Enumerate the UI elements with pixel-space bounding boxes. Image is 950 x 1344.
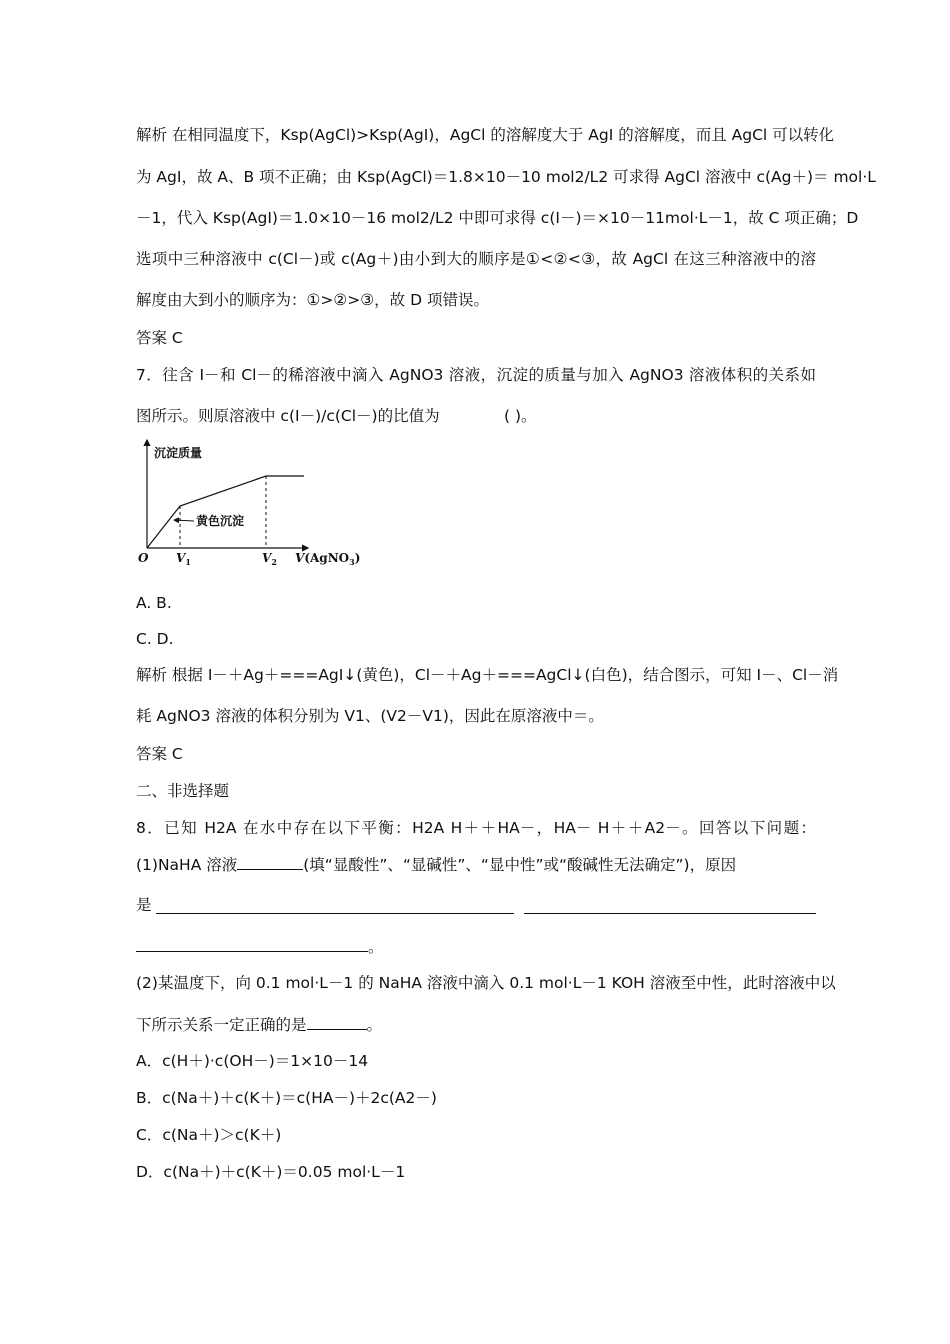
reason-end: 。 — [368, 938, 384, 956]
part-2-answer-blank[interactable] — [307, 1013, 367, 1030]
option-8-a: A．c(H＋)·c(OH－)＝1×10－14 — [136, 1052, 369, 1070]
part-1-suffix: (填“显酸性”、“显碱性”、“显中性”或“酸碱性无法确定”)，原因 — [303, 856, 737, 874]
question-8-part-1-line-3 — [136, 935, 816, 958]
reason-blank-3[interactable] — [136, 935, 368, 952]
analysis-paragraph-line-4: 选项中三种溶液中 c(Cl－)或 c(Ag＋)由小到大的顺序是①<②<③，故 AgCl 在这三种溶液中的溶 — [136, 250, 816, 268]
v1-letter: V — [176, 551, 186, 565]
analysis-paragraph-line-3: －1，代入 Ksp(AgI)＝1.0×10－16 mol2/L2 中即可求得 c(I－)＝×10－11mol·L－1，故 C 项正确；D — [136, 209, 859, 227]
analysis-7-line-1: 解析 根据 I－＋Ag＋===AgI↓(黄色)，Cl－＋Ag＋===AgCl↓(白色)，结合图示，可知 I－、Cl－消 — [136, 666, 839, 684]
y-axis-label: 沉淀质量 — [154, 446, 203, 460]
part-1-answer-blank[interactable] — [237, 853, 303, 870]
question-8-part-2-line-2 — [136, 1013, 816, 1036]
question-8-part-2-line-1: (2)某温度下，向 0.1 mol·L－1 的 NaHA 溶液中滴入 0.1 mol·L－1 KOH 溶液至中性，此时溶液中以 — [136, 974, 836, 992]
analysis-paragraph-line-5: 解度由大到小的顺序为：①>②>③，故 D 项错误。 — [136, 291, 489, 309]
x-axis-label-subscript: 3 — [349, 557, 355, 567]
reason-prefix: 是 — [136, 896, 152, 914]
v2-letter: V — [262, 551, 272, 565]
question-7-line-2 — [136, 405, 816, 427]
analysis-paragraph-line-2: 为 AgI，故 A、B 项不正确；由 Ksp(AgCl)＝1.8×10－10 mol2/L2 可求得 AgCl 溶液中 c(Ag＋)＝ mol·L — [136, 168, 876, 186]
question-8-part-1-line-1 — [136, 853, 816, 876]
x-axis-label-close: ) — [354, 551, 361, 565]
question-7-line-1: 7．往含 I－和 Cl－的稀溶液中滴入 AgNO3 溶液，沉淀的质量与加入 AgNO3 溶液体积的关系如 — [136, 366, 816, 384]
reason-blank-1[interactable] — [156, 897, 514, 914]
part-2-text: 下所示关系一定正确的是 — [136, 1016, 307, 1034]
yellow-precipitate-label: 黄色沉淀 — [196, 514, 245, 528]
option-8-c: C．c(Na＋)＞c(K＋) — [136, 1126, 282, 1144]
origin-label: O — [138, 551, 149, 565]
option-8-d: D．c(Na＋)＋c(K＋)＝0.05 mol·L－1 — [136, 1163, 406, 1181]
option-c-d: C. D. — [136, 630, 174, 648]
analysis-paragraph-line-1: 解析 在相同温度下，Ksp(AgCl)>Ksp(AgI)，AgCl 的溶解度大于 AgI 的溶解度，而且 AgCl 可以转化 — [136, 126, 835, 144]
question-8-part-1-line-2 — [136, 894, 816, 916]
v1-subscript: 1 — [185, 557, 191, 567]
option-8-b: B．c(Na＋)＋c(K＋)＝c(HA－)＋2c(A2－) — [136, 1089, 437, 1107]
precipitate-graph — [132, 438, 361, 570]
v2-subscript: 2 — [271, 557, 277, 567]
v2-label — [262, 551, 277, 567]
part-1-prefix: (1)NaHA 溶液 — [136, 856, 238, 874]
answer-7: 答案 C — [136, 745, 183, 763]
analysis-7-line-2: 耗 AgNO3 溶液的体积分别为 V1、(V2－V1)，因此在原溶液中＝。 — [136, 707, 604, 725]
v1-label — [176, 551, 191, 567]
section-heading: 二、非选择题 — [136, 782, 230, 800]
question-7-text: 图所示。则原溶液中 c(I－)/c(Cl－)的比值为 — [136, 407, 440, 425]
x-axis-label-v: V — [295, 551, 305, 565]
answer-line-6: 答案 C — [136, 329, 183, 347]
precipitate-curve — [147, 476, 304, 548]
reason-blank-2[interactable] — [524, 897, 816, 914]
x-axis-label — [295, 551, 360, 567]
option-a-b: A. B. — [136, 594, 172, 612]
question-7-answer-bracket: ( )。 — [504, 407, 537, 425]
question-8-stem: 8．已知 H2A 在水中存在以下平衡：H2A H＋＋HA－，HA－ H＋＋A2－。回答以下问题： — [136, 819, 816, 837]
x-axis-label-agno: (AgNO — [304, 551, 350, 565]
precipitate-graph-svg — [132, 438, 361, 570]
part-2-end: 。 — [366, 1016, 383, 1034]
annotation-arrow — [174, 520, 194, 521]
